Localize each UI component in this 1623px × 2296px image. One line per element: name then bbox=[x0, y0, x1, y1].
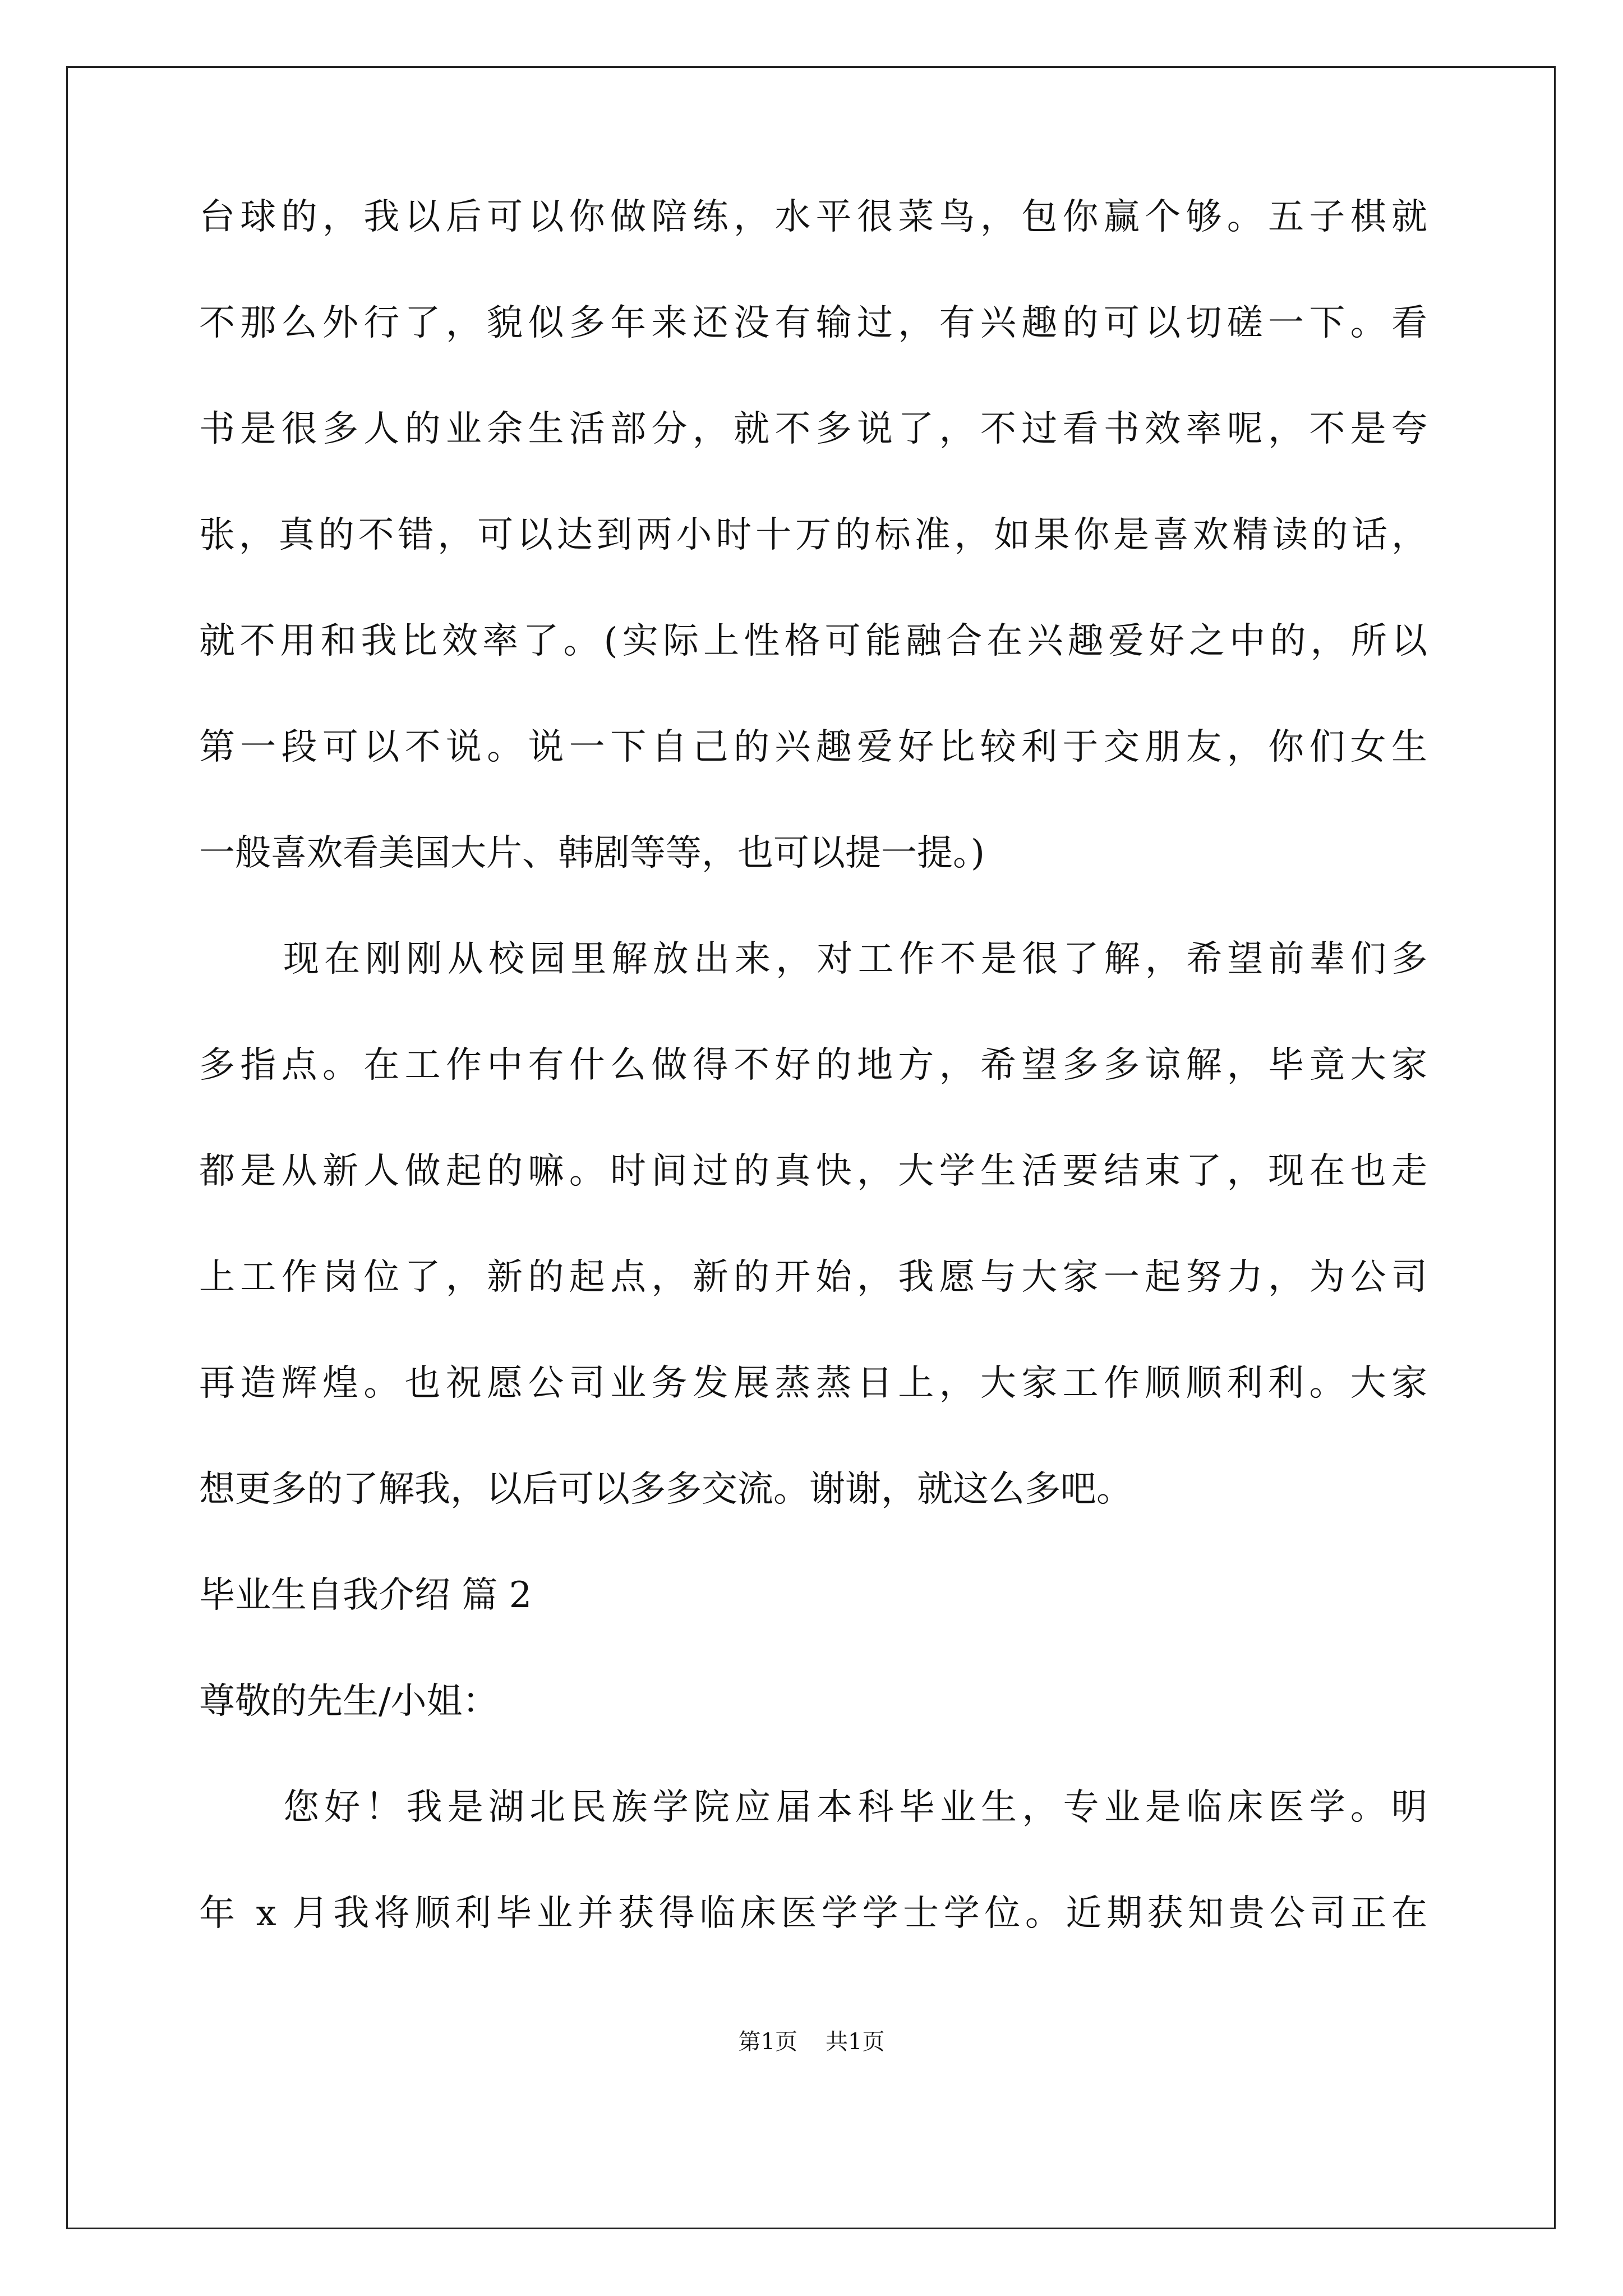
paragraph-line: 书是很多人的业余生活部分，就不多说了，不过看书效率呢，不是夸 bbox=[199, 408, 1427, 450]
paragraph-line: 台球的，我以后可以你做陪练，水平很菜鸟，包你赢个够。五子棋就 bbox=[199, 196, 1427, 238]
paragraph-line: 多指点。在工作中有什么做得不好的地方，希望多多谅解，毕竟大家 bbox=[199, 1045, 1427, 1086]
page-number: 第1页 bbox=[738, 2029, 797, 2055]
paragraph-line: 不那么外行了，貌似多年来还没有输过，有兴趣的可以切磋一下。看 bbox=[199, 302, 1427, 344]
paragraph-line: 您好！我是湖北民族学院应届本科毕业生，专业是临床医学。明 bbox=[283, 1787, 1427, 1828]
paragraph-line: 年 x 月我将顺利毕业并获得临床医学学士学位。近期获知贵公司正在 bbox=[199, 1893, 1427, 1934]
paragraph-line: 第一段可以不说。说一下自己的兴趣爱好比较利于交朋友，你们女生 bbox=[199, 726, 1427, 768]
page-footer bbox=[0, 2031, 1623, 2053]
paragraph-line: 现在刚刚从校园里解放出来，对工作不是很了解，希望前辈们多 bbox=[283, 938, 1427, 980]
paragraph-line: 再造辉煌。也祝愿公司业务发展蒸蒸日上，大家工作顺顺利利。大家 bbox=[199, 1363, 1427, 1404]
paragraph-line: 一般喜欢看美国大片、韩剧等等，也可以提一提。) bbox=[199, 832, 985, 874]
paragraph-line: 想更多的了解我，以后可以多多交流。谢谢，就这么多吧。 bbox=[199, 1469, 1132, 1510]
paragraph-line: 上工作岗位了，新的起点，新的开始，我愿与大家一起努力，为公司 bbox=[199, 1257, 1427, 1298]
document-body bbox=[199, 196, 1427, 2001]
salutation: 尊敬的先生/小姐： bbox=[199, 1681, 499, 1722]
paragraph-line: 就不用和我比效率了。(实际上性格可能融合在兴趣爱好之中的，所以 bbox=[199, 620, 1427, 662]
total-pages: 共1页 bbox=[826, 2029, 885, 2055]
paragraph-line: 张，真的不错，可以达到两小时十万的标准，如果你是喜欢精读的话， bbox=[199, 514, 1427, 556]
paragraph-line: 都是从新人做起的嘛。时间过的真快，大学生活要结束了，现在也走 bbox=[199, 1151, 1427, 1192]
section-heading: 毕业生自我介绍 篇 2 bbox=[199, 1575, 532, 1616]
